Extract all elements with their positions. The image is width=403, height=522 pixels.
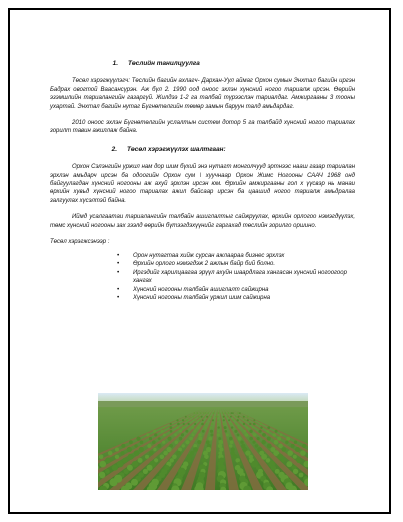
document-page bbox=[8, 8, 391, 514]
section-heading-introduction bbox=[50, 60, 355, 68]
section-title: Төслийн танилцуулга bbox=[128, 60, 200, 67]
paragraph-implementer: Төсөл хэрэгжүүлэгч: Төслийн багийн ахлагч- Дархан-Уул аймаг Орхон сумын Энхтал багийн иргэн Бадрах овогтой Ваасансүрэн. Аж бүл 2. 1990 оод оноос эхлэн хүнсний ногоо тариалж ирсэн. Өөрийн эзэмшлийн тариалангийн газаргүй. Жилдээ 1-2 га талбай түрээслэн тариалдаг. Амжиргааны 3 тооны ухартай. Энхтал багийн нутаг Бүгнөтөлгийн төмөр замын баруун талд амьдардаг. bbox=[50, 78, 355, 110]
list-item: • Хүнсний ногооны талбайн уржил шим сайжирна bbox=[117, 294, 271, 302]
bullet-icon: • bbox=[117, 260, 120, 268]
outcomes-label: Төсөл хэрэгжсэнээр : bbox=[50, 239, 110, 246]
document-body bbox=[50, 60, 355, 303]
list-item: • Иргэдийг харилцаагаа эрүүл ахуйн шаардлага хангасан хүнсний ногоогоор хангах bbox=[117, 268, 347, 285]
paragraph-goal: Иймд усалгаатаи тариалангийн талбайн ашиглалтыг сайжруулах, өрхийн орлогоо нэмэгдүүлэх, төмс хүнсний ногооны зах зээлд өөрийн бүтээгдэхүүнийг гаргахад төслийн зорилго оршино. bbox=[50, 214, 355, 229]
list-item: • Хүнсний ногооны талбайн ашиглалт сайжирна bbox=[117, 285, 269, 293]
section-heading-reason bbox=[50, 146, 355, 154]
bullet-icon: • bbox=[117, 268, 120, 276]
outcomes-list bbox=[50, 252, 355, 304]
crop-field-photo bbox=[98, 393, 308, 490]
section-title: Төсөл хэрэгжүүлэх шалтгаан: bbox=[127, 145, 226, 153]
section-number: 2. bbox=[111, 145, 117, 153]
section-number: 1. bbox=[112, 60, 118, 67]
bullet-icon: • bbox=[117, 285, 120, 293]
bullet-icon: • bbox=[117, 294, 120, 302]
paragraph-background: Орхон Сэлэнгийн уржил нам дор шим бүхий энэ нутагт монголчууд эртнээс нааш газар тариалан эрхлэн амьдарч ирсэн ба одоогийн Орхон сум \ хуучнаар Орхон Жимс Ногооны СААЧ 1968 онд байгуулагдан хүнсний ногооны аж ахуй эрхлэн ирсэн юм. Өрхийн амжиргааны гол х үүсвэр нь манаи өрхийн хувьд хүнсний ногоо тариалах ажил байсаар ирсэн ба цаашид ногоо тариалж амьдралаа залгуулах хүсэлтэй байна. bbox=[50, 164, 355, 204]
bullet-icon: • bbox=[117, 251, 120, 259]
list-item: • Орон нутагтаа хийж сурсан ажлаараа бизнес эрхлэх bbox=[117, 251, 285, 259]
list-item: • Өрхийн орлого нэмэгдэж 2 ажлын байр бий болно. bbox=[117, 260, 276, 268]
paragraph-plan: 2010 оноос эхлэн Бүгнөтөлгийн услалтын систем дотор 5 га талбайд хүнсний ногоо тариалах зорилт тавин ажиллаж байна. bbox=[50, 120, 355, 135]
